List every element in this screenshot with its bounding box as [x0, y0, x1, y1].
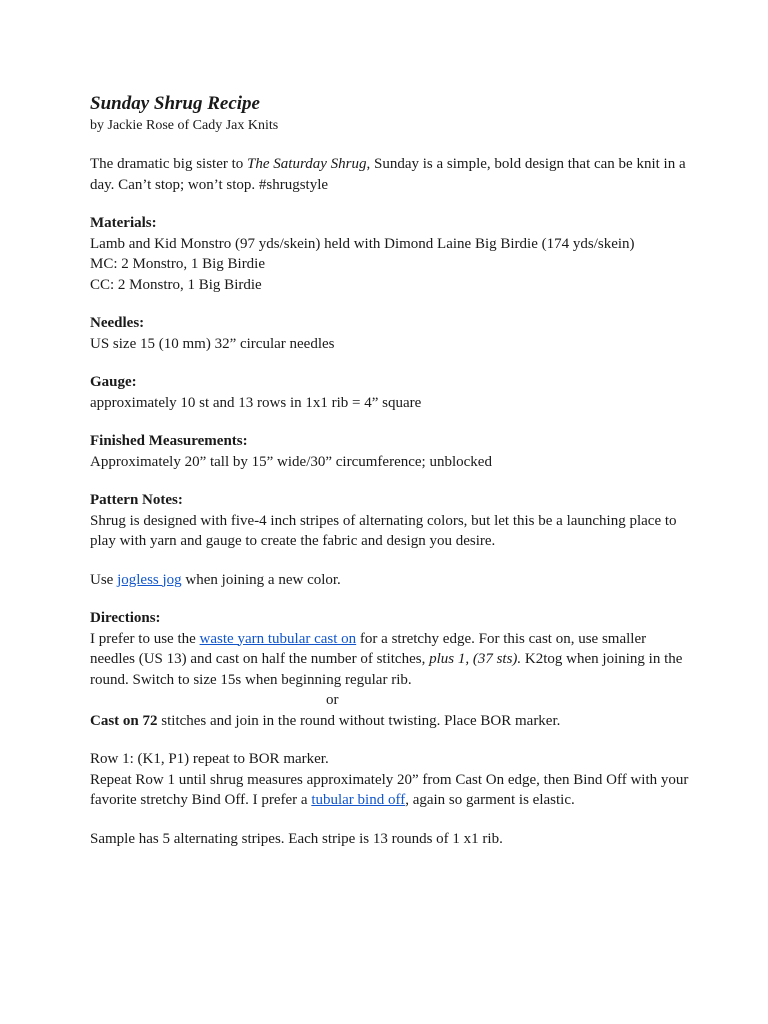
directions-p1-italic: plus 1, (37 sts).: [429, 651, 522, 667]
finished-measurements-line-1: Approximately 20” tall by 15” wide/30” circumference; unblocked: [90, 453, 492, 470]
directions-paragraph-1: [90, 629, 690, 691]
repeat-text-end: , again so garment is elastic.: [405, 792, 575, 808]
cast-on-bold: Cast on 72: [90, 712, 158, 729]
directions-heading: Directions:: [90, 610, 161, 626]
materials-line-1: Lamb and Kid Monstro (97 yds/skein) held with Dimond Laine Big Birdie (174 yds/skein): [90, 235, 635, 252]
jogless-text-start: Use: [90, 571, 118, 588]
rows-section: [90, 749, 690, 811]
jogless-jog-paragraph: [90, 570, 690, 591]
intro-text-end: , Sunday is a simple, bold design that can be knit in a day. Can’t stop; won’t stop. #shrugstyle: [90, 156, 686, 193]
repeat-paragraph: [90, 770, 690, 811]
finished-measurements-heading: Finished Measurements:: [90, 433, 248, 449]
cast-on-text: stitches and join in the round without twisting. Place BOR marker.: [157, 712, 561, 729]
materials-line-2: MC: 2 Monstro, 1 Big Birdie: [90, 256, 266, 272]
directions-p1-middle: for a stretchy edge. For this cast on, use smaller needles (US 13) and cast on half the number of stitches,: [90, 630, 647, 667]
pattern-notes-line-1: Shrug is designed with five-4 inch stripes of alternating colors, but let this be a launching place to play with yarn and gauge to create the fabric and design you desire.: [90, 512, 677, 549]
materials-heading: Materials:: [90, 215, 157, 231]
repeat-text-start: Repeat Row 1 until shrug measures approximately 20” from Cast On edge, then Bind Off with your favorite stretchy Bind Off. I prefer a: [90, 771, 689, 808]
document-content: [90, 92, 690, 849]
sample-note: Sample has 5 alternating stripes. Each stripe is 13 rounds of 1 x1 rib.: [90, 830, 503, 847]
gauge-heading: Gauge:: [90, 374, 137, 390]
materials-line-3: CC: 2 Monstro, 1 Big Birdie: [90, 276, 262, 293]
needles-section: [90, 313, 690, 354]
tubular-cast-on-link[interactable]: waste yarn tubular cast on: [199, 630, 357, 647]
intro-paragraph: [90, 154, 690, 195]
needles-heading: Needles:: [90, 315, 145, 331]
gauge-line-1: approximately 10 st and 13 rows in 1x1 rib = 4” square: [90, 394, 422, 411]
or-separator: or: [326, 692, 339, 708]
cast-on-paragraph: [90, 711, 690, 732]
row-1-line: Row 1: (K1, P1) repeat to BOR marker.: [90, 751, 329, 767]
finished-measurements-section: [90, 431, 690, 472]
pattern-notes-heading: Pattern Notes:: [90, 492, 183, 508]
jogless-jog-link[interactable]: jogless jog: [117, 571, 182, 588]
needles-line-1: US size 15 (10 mm) 32” circular needles: [90, 335, 335, 352]
directions-section: [90, 608, 690, 731]
pattern-notes-section: [90, 490, 690, 552]
materials-section: [90, 213, 690, 295]
directions-p1-end: K2tog when joining in the round. Switch to size 15s when beginning regular rib.: [90, 651, 683, 688]
intro-italic-title: The Saturday Shrug: [247, 156, 367, 172]
byline: by Jackie Rose of Cady Jax Knits: [90, 118, 279, 133]
document-title: Sunday Shrug Recipe: [90, 93, 260, 114]
intro-text-start: The dramatic big sister to: [90, 156, 248, 172]
directions-p1-start: I prefer to use the: [90, 630, 200, 647]
tubular-bind-off-link[interactable]: tubular bind off: [311, 792, 406, 808]
jogless-text-end: when joining a new color.: [181, 571, 341, 588]
gauge-section: [90, 372, 690, 413]
